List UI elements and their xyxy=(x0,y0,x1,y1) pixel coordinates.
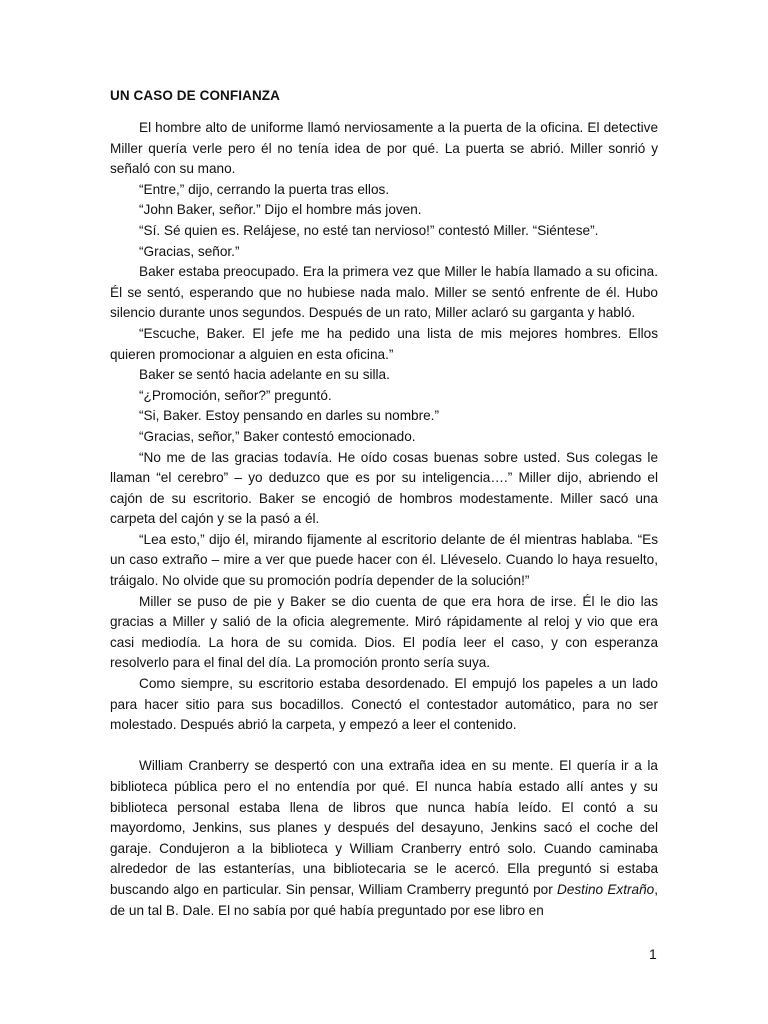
book-title: Destino Extraño xyxy=(557,881,655,897)
paragraph: El hombre alto de uniforme llamó nerviosamente a la puerta de la oficina. El detective Miller quería verle pero él no tenía idea de por qué. La puerta se abrió. Miller sonrió y señaló con su mano. xyxy=(110,120,658,177)
paragraph: “Escuche, Baker. El jefe me ha pedido una lista de mis mejores hombres. Ellos quieren promocionar a alguien en esta oficina.” xyxy=(110,325,658,362)
paragraph-text: , de un tal B. Dale. El no sabía por qué había preguntado por ese libro en xyxy=(110,881,658,918)
paragraph: Baker se sentó hacia adelante en su silla. xyxy=(139,367,390,383)
paragraph: “Gracias, señor.” xyxy=(139,243,240,259)
paragraph: “No me de las gracias todavía. He oído cosas buenas sobre usted. Sus colegas le llaman “el cerebro” – yo deduzco que es por su inteligencia….” Miller dijo, abriendo el cajón de su escritorio. Baker se encogió de hombros modestamente. Miller sacó una carpeta del cajón y se la pasó a él. xyxy=(110,449,658,527)
paragraph: “Sí. Sé quien es. Relájese, no esté tan nervioso!” contestó Miller. “Siéntese”. xyxy=(139,222,599,238)
paragraph-text: William Cranberry se despertó con una extraña idea en su mente. El quería ir a la biblioteca pública pero el no entendía por qué. El nunca había estado allí antes y su biblioteca personal estaba llena de libros que nunca había leído. El contó a su mayordomo, Jenkins, sus planes y después del desayuno, Jenkins sacó el coche del garaje. Condujeron a la biblioteca y William Cranberry entró solo. Cuando caminaba alrededor de las estanterías, una bibliotecaria se le acercó. Ella preguntó si estaba buscando algo en particular. Sin pensar, William Cramberry preguntó por xyxy=(110,758,658,897)
document-title: UN CASO DE CONFIANZA xyxy=(110,88,280,103)
paragraph: “¿Promoción, señor?” preguntó. xyxy=(139,387,332,403)
paragraph: “Si, Baker. Estoy pensando en darles su nombre.” xyxy=(139,408,439,424)
paragraph: “Entre,” dijo, cerrando la puerta tras ellos. xyxy=(139,181,390,197)
page-number: 1 xyxy=(649,946,657,962)
paragraph: “Gracias, señor,” Baker contestó emocionado. xyxy=(139,428,416,444)
document-body xyxy=(110,118,658,921)
paragraph: Miller se puso de pie y Baker se dio cuenta de que era hora de irse. Él le dio las gracias a Miller y salió de la oficia alegremente. Miró rápidamente al reloj y vio que era casi mediodía. La hora de su comida. Dios. El podía leer el caso, y con esperanza resolverlo para el final del día. La promoción pronto sería suya. xyxy=(110,593,658,671)
paragraph: “John Baker, señor.” Dijo el hombre más joven. xyxy=(139,202,422,218)
paragraph-final xyxy=(110,756,658,921)
paragraph: Como siempre, su escritorio estaba desordenado. El empujó los papeles a un lado para hacer sitio para sus bocadillos. Conectó el contestador automático, para no ser molestado. Después abrió la carpeta, y empezó a leer el contenido. xyxy=(110,676,658,733)
paragraph: “Lea esto,” dijo él, mirando fijamente al escritorio delante de él mientras hablaba. “Es un caso extraño – mire a ver que puede hacer con él. Lléveselo. Cuando lo haya resuelto, tráigalo. No olvide que su promoción podría depender de la solución!” xyxy=(110,531,658,589)
paragraph: Baker estaba preocupado. Era la primera vez que Miller le había llamado a su oficina. Él se sentó, esperando que no hubiese nada malo. Miller se sentó enfrente de él. Hubo silencio durante unos segundos. Después de un rato, Miller aclaró su garganta y habló. xyxy=(110,264,658,321)
